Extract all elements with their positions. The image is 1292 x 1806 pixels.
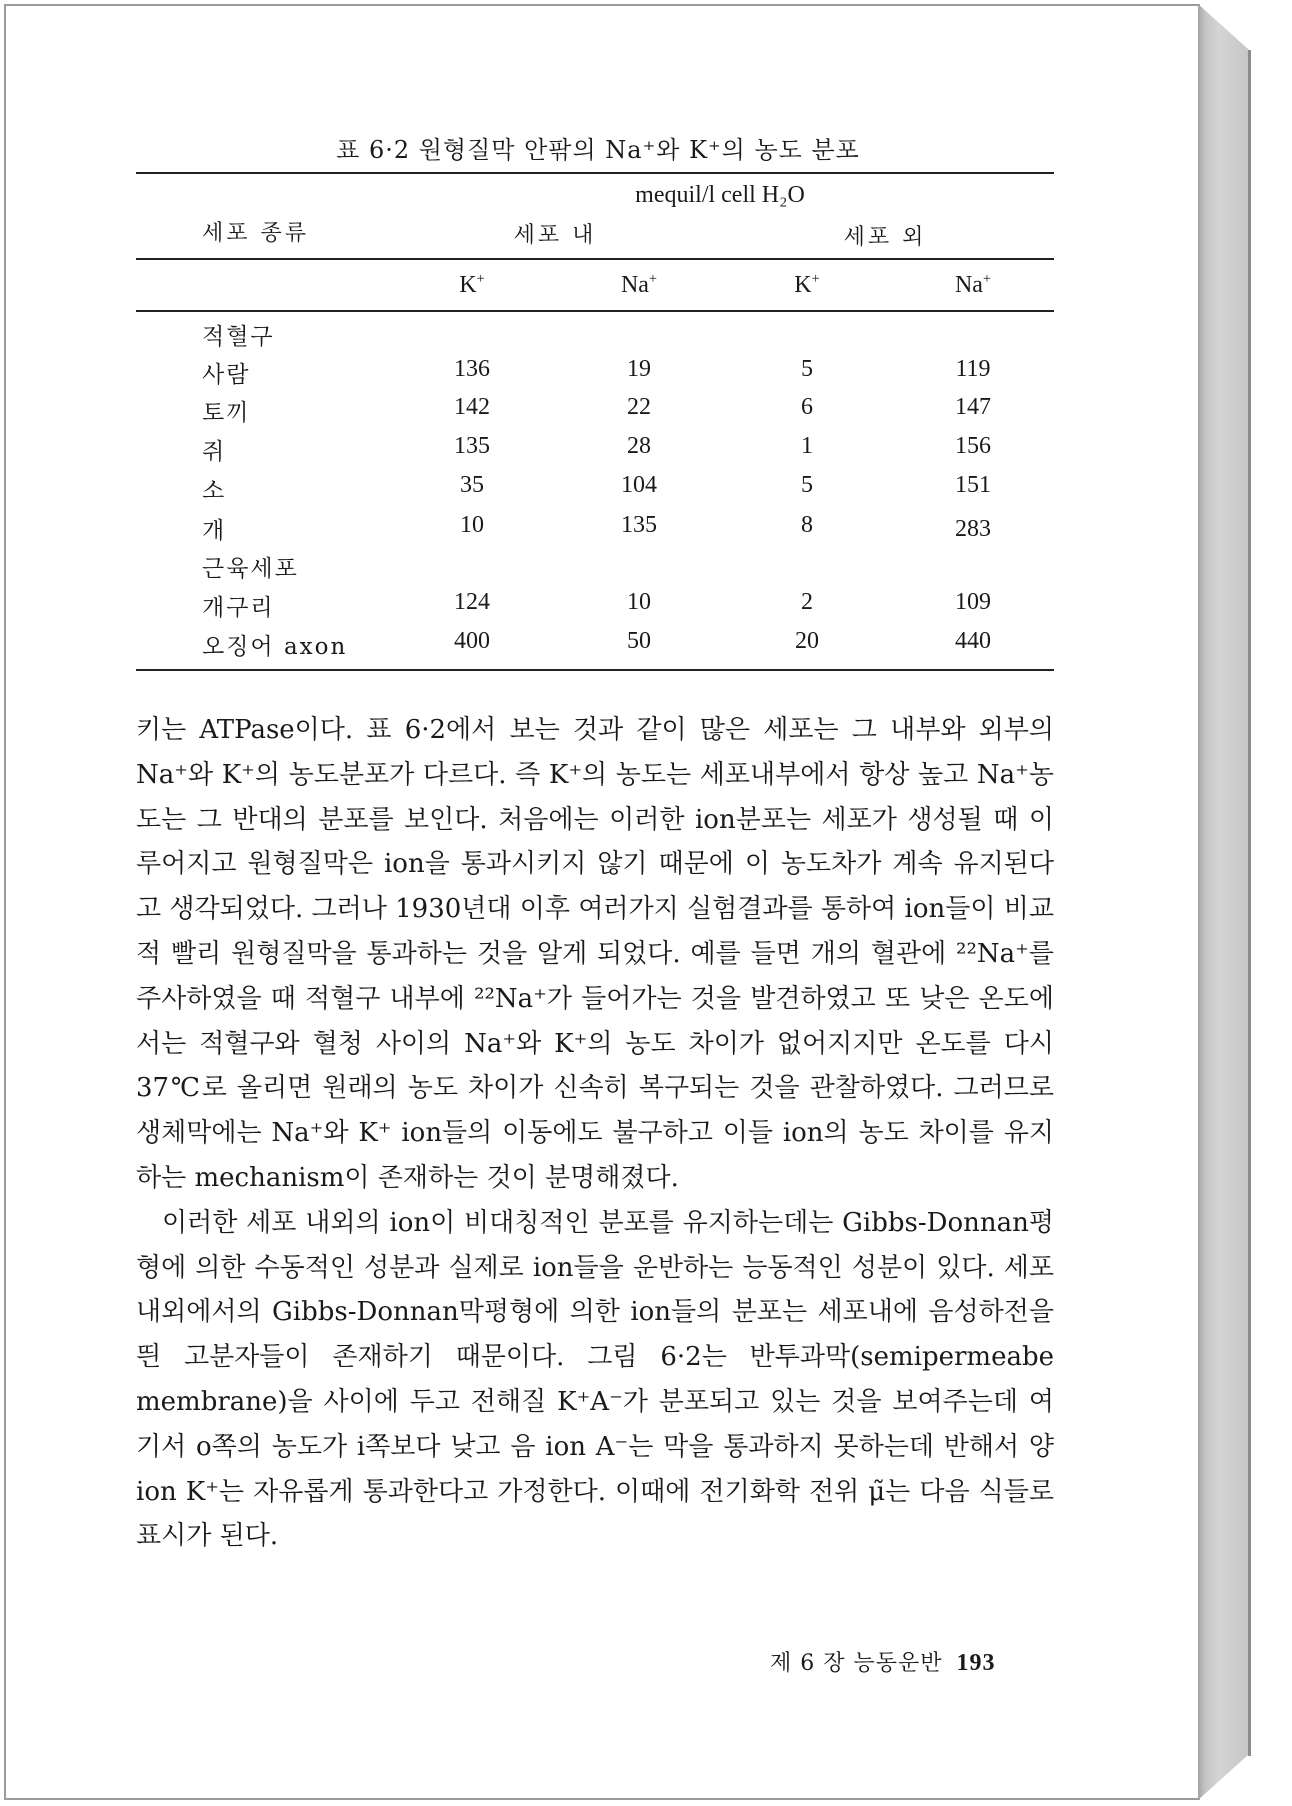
table-row — [0, 356, 1196, 394]
row-label: 적혈구 — [202, 324, 275, 350]
table-cell: 119 — [955, 356, 991, 382]
table-row — [0, 472, 1196, 510]
unit-header: mequil/l cell H₂O — [635, 182, 805, 208]
table-title: 표 6·2 원형질막 안팎의 Na⁺와 K⁺의 농도 분포 — [336, 136, 860, 164]
table-cell: 28 — [627, 433, 651, 459]
table-cell: 10 — [460, 512, 484, 538]
table-column-rule — [136, 310, 1054, 312]
table-row — [0, 550, 1196, 588]
table-cell: 135 — [621, 512, 657, 538]
table-cell: 20 — [795, 628, 819, 654]
table-cell: 22 — [627, 394, 651, 420]
table-cell: 50 — [627, 628, 651, 654]
paragraph: 이러한 세포 내외의 ion이 비대칭적인 분포를 유지하는데는 Gibbs-Donnan평형에 의한 수동적인 성분과 실제로 ion들을 운반하는 능동적인 성분이 있다. 세포내외에서의 Gibbs-Donnan막평형에 의한 ion들의 분포는 세포내에 음성하전을 띈 고분자들이 존재하기 때문이다. 그림 6·2는 반투과막(semipermeabe membrane)을 사이에 두고 전해질 K⁺A⁻가 분포되고 있는 것을 보여주는데 여기서 o쪽의 농도가 i쪽보다 낮고 음 ion A⁻는 막을 통과하지 못하는데 반해서 양 ion K⁺는 자유롭게 통과한다고 가정한다. 이때에 전기화학 전위 μ̃는 다음 식들로 표시가 된다. — [136, 1207, 1054, 1552]
table-header-rule — [136, 258, 1054, 260]
page-footer — [770, 1646, 996, 1677]
table-cell: 1 — [801, 433, 813, 459]
table-bottom-rule — [136, 669, 1054, 671]
book-spine — [1198, 4, 1250, 1800]
col-header-outside-na: Na+ — [954, 271, 992, 298]
table-cell: 156 — [955, 433, 991, 459]
paragraph: 키는 ATPase이다. 표 6·2에서 보는 것과 같이 많은 세포는 그 내부와 외부의 Na⁺와 K⁺의 농도분포가 다르다. 즉 K⁺의 농도는 세포내부에서 항상 높고 Na⁺농도는 그 반대의 분포를 보인다. 처음에는 이러한 ion분포는 세포가 생성될 때 이루어지고 원형질막은 ion을 통과시키지 않기 때문에 이 농도차가 계속 유지된다고 생각되었다. 그러나 1930년대 이후 여러가지 실험결과를 통하여 ion들이 비교적 빨리 원형질막을 통과하는 것을 알게 되었다. 예를 들면 개의 혈관에 ²²Na⁺를 주사하였을 때 적혈구 내부에 ²²Na⁺가 들어가는 것을 발견하였고 또 낮은 온도에서는 적혈구와 혈청 사이의 Na⁺와 K⁺의 농도 차이가 없어지지만 온도를 다시 37℃로 올리면 원래의 농도 차이가 신속히 복구되는 것을 관찰하였다. 그러므로 생체막에는 Na⁺와 K⁺ ion들의 이동에도 불구하고 이들 ion의 농도 차이를 유지하는 mechanism이 존재하는 것이 분명해졌다. — [136, 715, 1054, 1193]
row-label: 토끼 — [202, 400, 251, 426]
table-row — [0, 628, 1196, 666]
row-label: 개 — [202, 518, 227, 544]
row-label: 개구리 — [202, 595, 275, 621]
table-row — [0, 589, 1196, 627]
table-cell: 104 — [621, 472, 657, 498]
table-cell: 19 — [627, 356, 651, 382]
table-cell: 440 — [955, 628, 991, 654]
row-label: 사람 — [202, 362, 251, 388]
table-cell: 10 — [627, 589, 651, 615]
table-row — [0, 433, 1196, 471]
page-number: 193 — [956, 1650, 996, 1676]
body-text — [136, 708, 1054, 1559]
row-label: 쥐 — [202, 439, 227, 465]
table-cell: 283 — [955, 516, 991, 542]
book-spine-edge — [1248, 50, 1251, 1756]
table-cell: 109 — [955, 589, 991, 615]
row-label: 소 — [202, 478, 227, 504]
table-cell: 136 — [454, 356, 490, 382]
table-row — [0, 318, 1196, 356]
inside-header: 세포 내 — [513, 223, 597, 248]
col-header-outside-k: K+ — [794, 271, 820, 298]
table-top-rule — [136, 172, 1054, 174]
cell-type-header: 세포 종류 — [202, 221, 310, 246]
col-header-inside-na: Na+ — [620, 271, 658, 298]
table-cell: 124 — [454, 589, 490, 615]
table-cell: 147 — [955, 394, 991, 420]
table-cell: 135 — [454, 433, 490, 459]
table-cell: 2 — [801, 589, 813, 615]
table-row — [0, 512, 1196, 550]
table-cell: 142 — [454, 394, 490, 420]
table-cell: 5 — [801, 356, 813, 382]
col-header-inside-k: K+ — [459, 271, 485, 298]
table-cell: 151 — [955, 472, 991, 498]
table-cell: 8 — [801, 512, 813, 538]
table-row — [0, 394, 1196, 432]
outside-header: 세포 외 — [843, 225, 927, 250]
table-cell: 6 — [801, 394, 813, 420]
row-label: 근육세포 — [202, 556, 299, 582]
table-cell: 400 — [454, 628, 490, 654]
chapter-label: 제 6 장 능동운반 — [770, 1651, 943, 1676]
table-cell: 5 — [801, 472, 813, 498]
row-label: 오징어 axon — [202, 634, 348, 660]
table-cell: 35 — [460, 472, 484, 498]
